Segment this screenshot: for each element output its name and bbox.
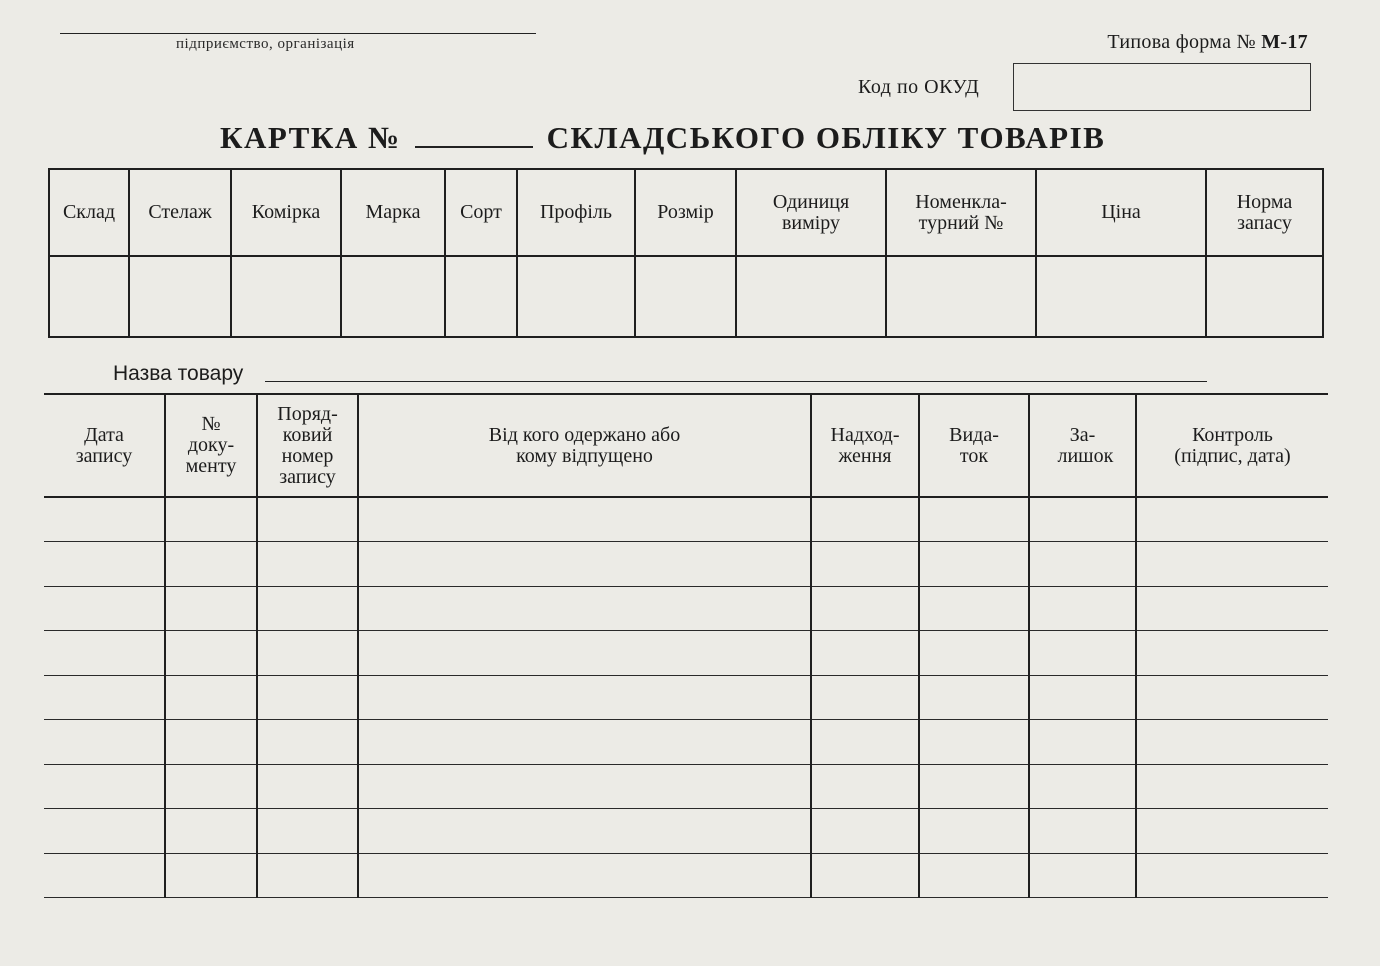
value-cell[interactable] xyxy=(231,256,341,337)
entry-cell[interactable] xyxy=(919,853,1029,898)
entry-cell[interactable] xyxy=(919,542,1029,587)
entry-cell[interactable] xyxy=(919,586,1029,631)
entry-cell[interactable] xyxy=(1136,631,1328,676)
title-right: СКЛАДСЬКОГО ОБЛІКУ ТОВАРІВ xyxy=(546,120,1106,155)
table-row xyxy=(44,809,1328,854)
entry-cell[interactable] xyxy=(44,675,165,720)
value-cell[interactable] xyxy=(635,256,736,337)
header-cell: Комірка xyxy=(231,169,341,256)
table-row xyxy=(44,631,1328,676)
entry-cell[interactable] xyxy=(1029,631,1136,676)
entry-cell[interactable] xyxy=(165,809,257,854)
entry-cell[interactable] xyxy=(1136,720,1328,765)
entry-cell[interactable] xyxy=(1136,764,1328,809)
entry-cell[interactable] xyxy=(257,853,358,898)
entry-cell[interactable] xyxy=(44,497,165,542)
entry-cell[interactable] xyxy=(44,586,165,631)
entry-cell[interactable] xyxy=(1136,675,1328,720)
entry-cell[interactable] xyxy=(44,542,165,587)
entry-cell[interactable] xyxy=(919,809,1029,854)
value-cell[interactable] xyxy=(1206,256,1323,337)
organization-caption: підприємство, організація xyxy=(176,36,355,52)
entry-cell[interactable] xyxy=(165,853,257,898)
entry-cell[interactable] xyxy=(44,720,165,765)
entry-cell[interactable] xyxy=(257,586,358,631)
entry-cell[interactable] xyxy=(358,497,811,542)
entry-cell[interactable] xyxy=(919,675,1029,720)
value-cell[interactable] xyxy=(736,256,886,337)
card-title xyxy=(220,120,1105,156)
header-counterparty: Від кого одержано або кому відпущено xyxy=(358,394,811,497)
entry-cell[interactable] xyxy=(165,586,257,631)
header-issue: Вида-ток xyxy=(919,394,1029,497)
entry-cell[interactable] xyxy=(44,764,165,809)
entry-cell[interactable] xyxy=(1136,542,1328,587)
entry-cell[interactable] xyxy=(1029,853,1136,898)
entry-cell[interactable] xyxy=(358,809,811,854)
entry-cell[interactable] xyxy=(1029,497,1136,542)
entry-cell[interactable] xyxy=(811,675,919,720)
product-name-label: Назва товару xyxy=(113,362,244,385)
entry-cell[interactable] xyxy=(257,542,358,587)
item-attributes-table xyxy=(48,168,1324,338)
table-row xyxy=(44,675,1328,720)
entry-cell[interactable] xyxy=(1029,720,1136,765)
header-size: Розмір xyxy=(635,169,736,256)
header-price: Ціна xyxy=(1036,169,1206,256)
header-rack: Стелаж xyxy=(129,169,231,256)
entry-cell[interactable] xyxy=(1136,809,1328,854)
entry-cell[interactable] xyxy=(1029,764,1136,809)
entry-cell[interactable] xyxy=(811,809,919,854)
card-number-field[interactable] xyxy=(415,126,533,148)
entry-cell[interactable] xyxy=(165,764,257,809)
entry-cell[interactable] xyxy=(257,764,358,809)
entry-cell[interactable] xyxy=(919,497,1029,542)
entry-cell[interactable] xyxy=(257,809,358,854)
entry-cell[interactable] xyxy=(358,675,811,720)
entry-cell[interactable] xyxy=(165,675,257,720)
value-cell[interactable] xyxy=(517,256,635,337)
header-nomenclature-number: Номенкла-турний № xyxy=(886,169,1036,256)
entry-cell[interactable] xyxy=(44,631,165,676)
header-receipt: Надход-ження xyxy=(811,394,919,497)
value-cell[interactable] xyxy=(445,256,517,337)
entry-cell[interactable] xyxy=(165,631,257,676)
value-cell[interactable] xyxy=(1036,256,1206,337)
title-left: КАРТКА № xyxy=(220,120,401,155)
table-row xyxy=(44,542,1328,587)
entry-cell[interactable] xyxy=(1029,542,1136,587)
table-row xyxy=(44,497,1328,542)
product-name-field[interactable] xyxy=(265,381,1207,382)
entry-cell[interactable] xyxy=(358,853,811,898)
header-warehouse: Склад xyxy=(49,169,129,256)
entry-cell[interactable] xyxy=(257,720,358,765)
okud-code-field[interactable] xyxy=(1013,63,1311,111)
header-grade: Сорт xyxy=(445,169,517,256)
entry-cell[interactable] xyxy=(1136,497,1328,542)
entry-cell[interactable] xyxy=(919,631,1029,676)
value-cell[interactable] xyxy=(341,256,445,337)
entry-cell[interactable] xyxy=(811,764,919,809)
entry-cell[interactable] xyxy=(165,497,257,542)
entry-cell[interactable] xyxy=(358,631,811,676)
table-row xyxy=(44,720,1328,765)
entry-cell[interactable] xyxy=(1029,586,1136,631)
value-cell[interactable] xyxy=(49,256,129,337)
entry-cell[interactable] xyxy=(1136,586,1328,631)
value-cell[interactable] xyxy=(886,256,1036,337)
entry-cell[interactable] xyxy=(257,631,358,676)
header-document-number: № доку-менту xyxy=(165,394,257,497)
entry-cell[interactable] xyxy=(811,497,919,542)
entry-cell[interactable] xyxy=(1029,809,1136,854)
entry-cell[interactable] xyxy=(165,720,257,765)
table-row xyxy=(44,853,1328,898)
entry-cell[interactable] xyxy=(811,720,919,765)
table-row xyxy=(44,586,1328,631)
entry-cell[interactable] xyxy=(919,764,1029,809)
entry-cell[interactable] xyxy=(919,720,1029,765)
entry-cell[interactable] xyxy=(1029,675,1136,720)
entry-cell[interactable] xyxy=(44,853,165,898)
header-control: Контроль (підпис, дата) xyxy=(1136,394,1328,497)
header-balance: За-лишок xyxy=(1029,394,1136,497)
entry-cell[interactable] xyxy=(811,853,919,898)
header-profile: Профіль xyxy=(517,169,635,256)
entry-cell[interactable] xyxy=(358,720,811,765)
form-type-prefix: Типова форма № xyxy=(1107,31,1256,53)
entry-cell[interactable] xyxy=(1136,853,1328,898)
movement-table xyxy=(44,393,1328,898)
entry-cell[interactable] xyxy=(257,497,358,542)
entry-cell[interactable] xyxy=(811,542,919,587)
organization-line xyxy=(60,33,536,34)
header-stock-norm: Норма запасу xyxy=(1206,169,1323,256)
header-unit: Одиниця виміру xyxy=(736,169,886,256)
header-entry-date: Дата запису xyxy=(44,394,165,497)
entry-cell[interactable] xyxy=(358,586,811,631)
entry-cell[interactable] xyxy=(257,675,358,720)
value-cell[interactable] xyxy=(129,256,231,337)
okud-label: Код по ОКУД xyxy=(858,76,980,98)
entry-cell[interactable] xyxy=(811,631,919,676)
table-row xyxy=(44,764,1328,809)
entry-cell[interactable] xyxy=(811,586,919,631)
entry-cell[interactable] xyxy=(358,764,811,809)
header-brand: Марка xyxy=(341,169,445,256)
entry-cell[interactable] xyxy=(165,542,257,587)
form-type-code: М-17 xyxy=(1261,31,1308,53)
form-type xyxy=(1107,31,1308,54)
entry-cell[interactable] xyxy=(358,542,811,587)
header-serial-number: Поряд-ковий номер запису xyxy=(257,394,358,497)
entry-cell[interactable] xyxy=(44,809,165,854)
